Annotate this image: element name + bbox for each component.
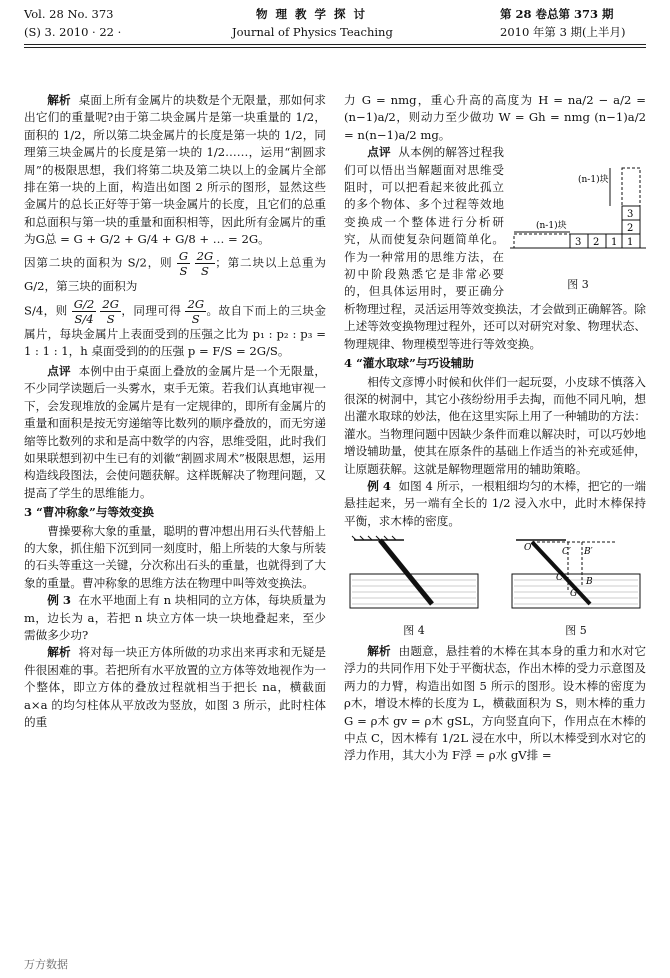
p1-equation-b: $\frac{2G}{S}$ [196, 248, 214, 278]
p1-equation: $\frac{G}{S}$ [178, 248, 189, 278]
figure-5-caption: 图 5 [565, 623, 587, 637]
row-label-1: 1 [611, 237, 618, 249]
analysis-text: 桌面上所有金属片的块数是个无限量，那如何求出它们的重量呢?由于第二块金属片是第一块重量的 1/2，面积的 1/2，所以第二块金属片的长度是第一块的 1/2，同理第三块金属片的长度是第一块的 1/2……，运用“割圆求周”的极限思想，我们将第二块及第二块以上的金属片全部排在第一块的上面，构造出如图 2 所示的图形，显然这些金属片的总长正好等于第一块金属片的长度，且它们的总重和总面积与第一块的重量和面积相等，因此所有金属片的重为 [24, 93, 326, 247]
pressure-text-c: S/4，则 [24, 303, 68, 318]
figure-3-drawing [510, 148, 646, 268]
section-4-heading: 4 “灌水取球”与巧设辅助 [344, 356, 474, 371]
header-rule [24, 44, 646, 45]
pressure-text-d: ，同理可得 [120, 303, 182, 318]
point-B1: B′ [584, 547, 593, 558]
row-label-n: (n-1)块 [536, 221, 567, 232]
header-vol-cn: 第 28 卷总第 373 期 [500, 7, 614, 21]
figure-3-caption: 图 3 [567, 277, 589, 291]
example-3-label: 例 3 [47, 593, 71, 608]
header-vol: Vol. 28 No. 373 [24, 7, 114, 21]
figure-4 [344, 534, 484, 643]
header-issue: (S) 3. 2010 · 22 · [24, 25, 122, 39]
pressure-text-a: 因第二块的面积为 S/2，则 [24, 255, 173, 270]
figure-4-drawing [344, 534, 484, 614]
pressure-text-e: 。故自下而上的三块金属片，每块金属片上表面受到的压强之比为 p₁ : p₂ : p₃ = 1 : 1 : 1，h 桌面受到的的压强 p = F/S = 2G/S。 [24, 303, 326, 359]
pressure-paragraph [24, 249, 326, 295]
point-G: G [570, 589, 578, 600]
review-label-2: 点评 [367, 145, 391, 160]
header-journal-en: Journal of Physics Teaching [232, 25, 393, 39]
review-label: 点评 [47, 363, 71, 378]
example-4-paragraph [344, 478, 646, 530]
figure-5-drawing [506, 534, 646, 614]
row-label-3: 3 [575, 237, 582, 249]
p2-equation: $\frac{G/2}{S/4}$ [73, 297, 95, 327]
rod [380, 540, 432, 604]
figure-3 [510, 148, 646, 291]
figures-4-5 [344, 534, 646, 643]
analysis-text-3: 由题意，悬挂着的木棒在其本身的重力和水对它浮力的共同作用下处于平衡状态，作出木棒的受力示意图及两力的力臂，构造出如图 5 所示的图形。设木棒的密度为 ρ木，增设木棒的长度为 L，横截面积为 S，则木棒的重力 G = ρ木 gv = ρ木 gSL，方向竖直向下，作用点在木棒的中点 C，因木棒有 1/2L 浸在水中，所以木棒受到水对它的浮力作用，其大小为 F浮 = ρ水 gV排 = [344, 643, 646, 763]
point-O: O [524, 543, 532, 554]
work-equation-paragraph: 力 G = nmg，重心升高的高度为 H = na/2 − a/2 = (n−1)a/2，则动力至少做功 W = Gh = nmg (n−1)a/2 = n(n−1)a/2 mg。 [344, 93, 646, 142]
analysis-label-2: 解析 [47, 645, 71, 660]
example-4-analysis [344, 643, 646, 765]
header-journal-cn: 物 理 教 学 探 讨 [256, 7, 368, 21]
review-paragraph [24, 363, 326, 502]
stack-label-3: 3 [627, 209, 634, 221]
analysis-label-3: 解析 [367, 643, 391, 658]
review-text: 本例中由于桌面上叠放的金属片是一个无限量，不少同学读题后一头雾水，束手无策。若我们认真地审视一下，会发现堆放的金属片是有一定规律的，即所有金属片的重量和面积是按无穷递缩等比数列的顺序叠放的，而无穷递缩等比数列的求和是高中数学的内容，思维受阻，此时我们如果联想到初中生已有的刘徽“割圆求周术”极限思想，运用构造线段图法，会使问题获解。这样既解决了物理问题，又提高了学生的思维能力。 [24, 363, 326, 500]
pressure-text-b: ；第二块以上总重为 G/2，第三块的面积为 [24, 255, 326, 293]
section-3-paragraph: 曹操要称大象的重量，聪明的曹冲想出用石头代替船上的大象，抓住船下沉到同一刻度时，船上所装的大象与所装的石头等重这一关键，分次称出石头的重量，也就得到了大象的重量。曹冲称象的思维方法在物理中叫等效变换法。 [24, 523, 326, 590]
right-column [344, 92, 646, 765]
stack-label-1: 1 [627, 237, 634, 249]
left-column [24, 92, 326, 731]
watermark: 万方数据 [24, 958, 68, 971]
example-4-label: 例 4 [367, 478, 391, 493]
row-label-2: 2 [593, 237, 600, 249]
row-dashed [514, 234, 570, 248]
section-3-heading: 3 “曹冲称象”与等效变换 [24, 505, 154, 520]
left-analysis-paragraph [24, 92, 326, 249]
point-C: C [556, 573, 563, 584]
analysis-text-2: 将对每一块正方体所做的功求出来再求和无疑是件很困难的事。若把所有水平放置的立方体等效地视作为一个整体，即立方体的叠放过程就相当于把长 na，横截面 a×a 的均匀柱体从平放改为竖放，如图 3 所示，此时柱体的重 [24, 645, 326, 729]
stack-label-top: (n-1)块 [578, 175, 609, 186]
stack-dashed [622, 168, 640, 206]
header-issue-cn: 2010 年第 3 期(上半月) [500, 25, 626, 39]
example-3-paragraph [24, 592, 326, 644]
pressure-paragraph-2 [24, 297, 326, 361]
example-3-text: 在水平地面上有 n 块相同的立方体，每块质量为 m，边长为 a，若把 n 块立方体一块一块地叠起来，至少需做多少功? [24, 593, 326, 642]
sum-equation: G总 = G + G/2 + G/4 + G/8 + … = 2G。 [35, 232, 270, 247]
example-3-analysis [24, 644, 326, 731]
point-C1: C′ [562, 547, 571, 558]
analysis-label: 解析 [47, 93, 71, 107]
section-4-paragraph: 相传文彦博小时候和伙伴们一起玩耍，小皮球不慎落入很深的树洞中，其它小孩纷纷用手去掏，而他不同凡响，想出灌水取球的妙法，他在这里实际上用了一种辅助的方法：灌水。当物理问题中因缺少条件而难以解决时，可以巧妙地增设辅助量，使其在原条件的基础上作适当的补充或延伸，让原题获解。这就是解物理题常用的辅助策略。 [344, 374, 646, 476]
stack-label-2: 2 [627, 223, 634, 235]
header-rule-2 [24, 47, 646, 48]
figure-5 [506, 534, 646, 643]
review-text-2: 从本例的解答过程我们可以悟出当解题面对思维受阻时，可以把看起来彼此孤立的多个物体、多个过程等效地变换成一个整体进行分析研究，从而使复杂问题简单化。作为一种常用的思维方法，在初中阶段熟悉它是非常必要的，但具体运用时，要正确分析物理过程，灵活运用等效变换法，才会做到正确解答。除上述等效变换物理过程外，还可以对研究对象、物理状态、物理规律、物理模型等进行等效变换。 [344, 145, 646, 351]
example-4-text: 如图 4 所示，一根粗细均匀的木棒，把它的一端悬挂起来，另一端有全长的 1/2 浸入水中，此时木棒保持平衡，求木棒的密度。 [344, 478, 647, 528]
p3-result: $\frac{2G}{S}$ [187, 297, 205, 327]
figure-4-caption: 图 4 [403, 623, 425, 637]
point-B: B [586, 577, 593, 588]
p2-result: $\frac{2G}{S}$ [102, 297, 119, 327]
